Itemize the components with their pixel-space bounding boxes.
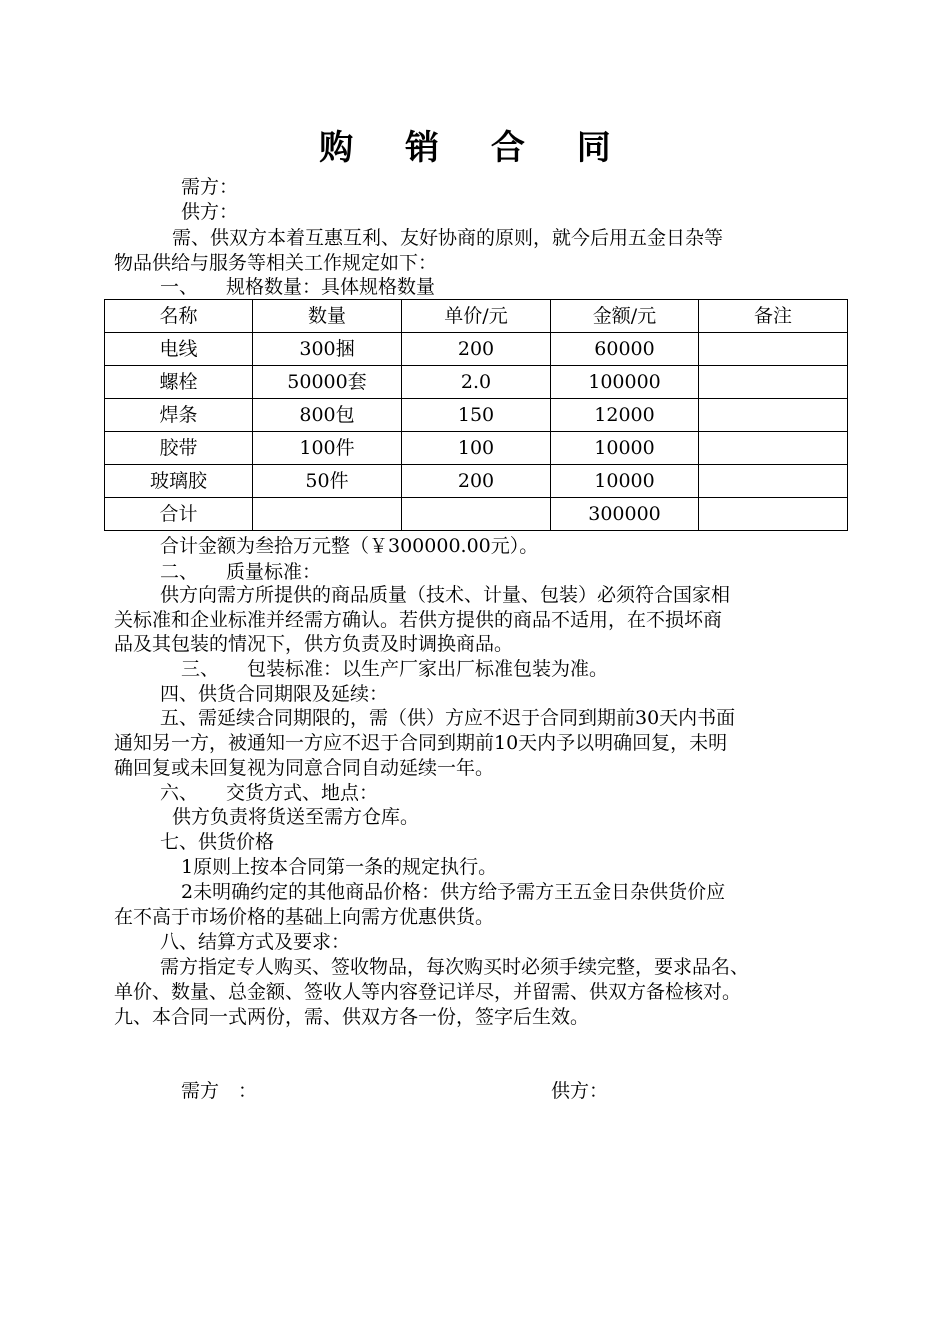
section2-line-1: 供方向需方所提供的商品质量（技术、计量、包装）必须符合国家相 (160, 584, 731, 606)
buyer-label: 需方： (181, 176, 239, 198)
header-remark: 备注 (699, 300, 848, 333)
cell-quantity: 50000套 (253, 366, 402, 399)
table-header-row (105, 300, 848, 333)
section2-number: 二、 (160, 561, 199, 583)
section5-line-2: 通知另一方，被通知一方应不迟于合同到期前10天内予以明确回复，未明 (114, 732, 728, 754)
cell-quantity: 100件 (253, 432, 402, 465)
total-amount-text: 合计金额为叁拾万元整（￥300000.00元）。 (160, 535, 539, 557)
cell-amount: 10000 (551, 465, 699, 498)
header-quantity: 数量 (253, 300, 402, 333)
section6-text: 供方负责将货送至需方仓库。 (172, 806, 420, 828)
cell-unit-price (402, 498, 551, 531)
section2-heading: 质量标准： (226, 561, 322, 583)
cell-name: 合计 (105, 498, 253, 531)
cell-amount: 300000 (551, 498, 699, 531)
cell-remark (699, 366, 848, 399)
header-name: 名称 (105, 300, 253, 333)
cell-unit-price: 150 (402, 399, 551, 432)
section5-line-3: 确回复或未回复视为同意合同自动延续一年。 (114, 757, 495, 779)
cell-remark (699, 432, 848, 465)
section6-heading: 交货方式、地点： (226, 782, 379, 804)
cell-amount: 100000 (551, 366, 699, 399)
table-row (105, 333, 848, 366)
cell-name: 螺栓 (105, 366, 253, 399)
supplier-label: 供方： (181, 201, 239, 223)
table-row (105, 366, 848, 399)
header-amount: 金额/元 (551, 300, 699, 333)
cell-quantity: 300捆 (253, 333, 402, 366)
cell-amount: 60000 (551, 333, 699, 366)
cell-remark (699, 399, 848, 432)
section4-heading: 四、供货合同期限及延续： (160, 683, 389, 705)
section8-line-2: 单价、数量、总金额、签收人等内容登记详尽，并留需、供双方备检核对。 (114, 981, 742, 1003)
section9-text: 九、本合同一式两份，需、供双方各一份，签字后生效。 (114, 1006, 590, 1028)
cell-name: 焊条 (105, 399, 253, 432)
cell-quantity: 800包 (253, 399, 402, 432)
header-unit-price: 单价/元 (402, 300, 551, 333)
spec-table (104, 299, 848, 531)
cell-unit-price: 200 (402, 465, 551, 498)
section1-heading: 规格数量：具体规格数量 (226, 276, 436, 298)
page-title: 购 销 合 同 (319, 128, 631, 168)
section7-heading: 七、供货价格 (160, 831, 275, 853)
table-row (105, 399, 848, 432)
section7-item-2-line-2: 在不高于市场价格的基础上向需方优惠供货。 (114, 906, 495, 928)
section7-item-1: 1原则上按本合同第一条的规定执行。 (181, 856, 498, 878)
table-row (105, 465, 848, 498)
cell-unit-price: 200 (402, 333, 551, 366)
cell-unit-price: 100 (402, 432, 551, 465)
table-row (105, 432, 848, 465)
signature-supplier: 供方： (551, 1080, 609, 1102)
section8-heading: 八、结算方式及要求： (160, 931, 351, 953)
section1-number: 一、 (160, 276, 199, 298)
cell-amount: 10000 (551, 432, 699, 465)
section5-line-1: 五、需延续合同期限的，需（供）方应不迟于合同到期前30天内书面 (160, 707, 736, 729)
table-total-row (105, 498, 848, 531)
section2-line-2: 关标准和企业标准并经需方确认。若供方提供的商品不适用，在不损坏商 (114, 609, 723, 631)
cell-remark (699, 333, 848, 366)
intro-line-1: 需、供双方本着互惠互利、友好协商的原则，就今后用五金日杂等 (172, 227, 724, 249)
section2-line-3: 品及其包装的情况下，供方负责及时调换商品。 (114, 633, 514, 655)
cell-remark (699, 465, 848, 498)
cell-amount: 12000 (551, 399, 699, 432)
cell-unit-price: 2.0 (402, 366, 551, 399)
cell-quantity: 50件 (253, 465, 402, 498)
cell-name: 胶带 (105, 432, 253, 465)
section3-number: 三、 (181, 658, 220, 680)
intro-line-2: 物品供给与服务等相关工作规定如下： (114, 252, 438, 274)
cell-remark (699, 498, 848, 531)
section6-number: 六、 (160, 782, 199, 804)
section3-text: 包装标准：以生产厂家出厂标准包装为准。 (247, 658, 609, 680)
cell-name: 电线 (105, 333, 253, 366)
cell-quantity (253, 498, 402, 531)
cell-name: 玻璃胶 (105, 465, 253, 498)
section7-item-2-line-1: 2未明确约定的其他商品价格：供方给予需方王五金日杂供货价应 (181, 881, 726, 903)
section8-line-1: 需方指定专人购买、签收物品，每次购买时必须手续完整，要求品名、 (160, 956, 750, 978)
signature-buyer: 需方 ： (181, 1080, 258, 1102)
